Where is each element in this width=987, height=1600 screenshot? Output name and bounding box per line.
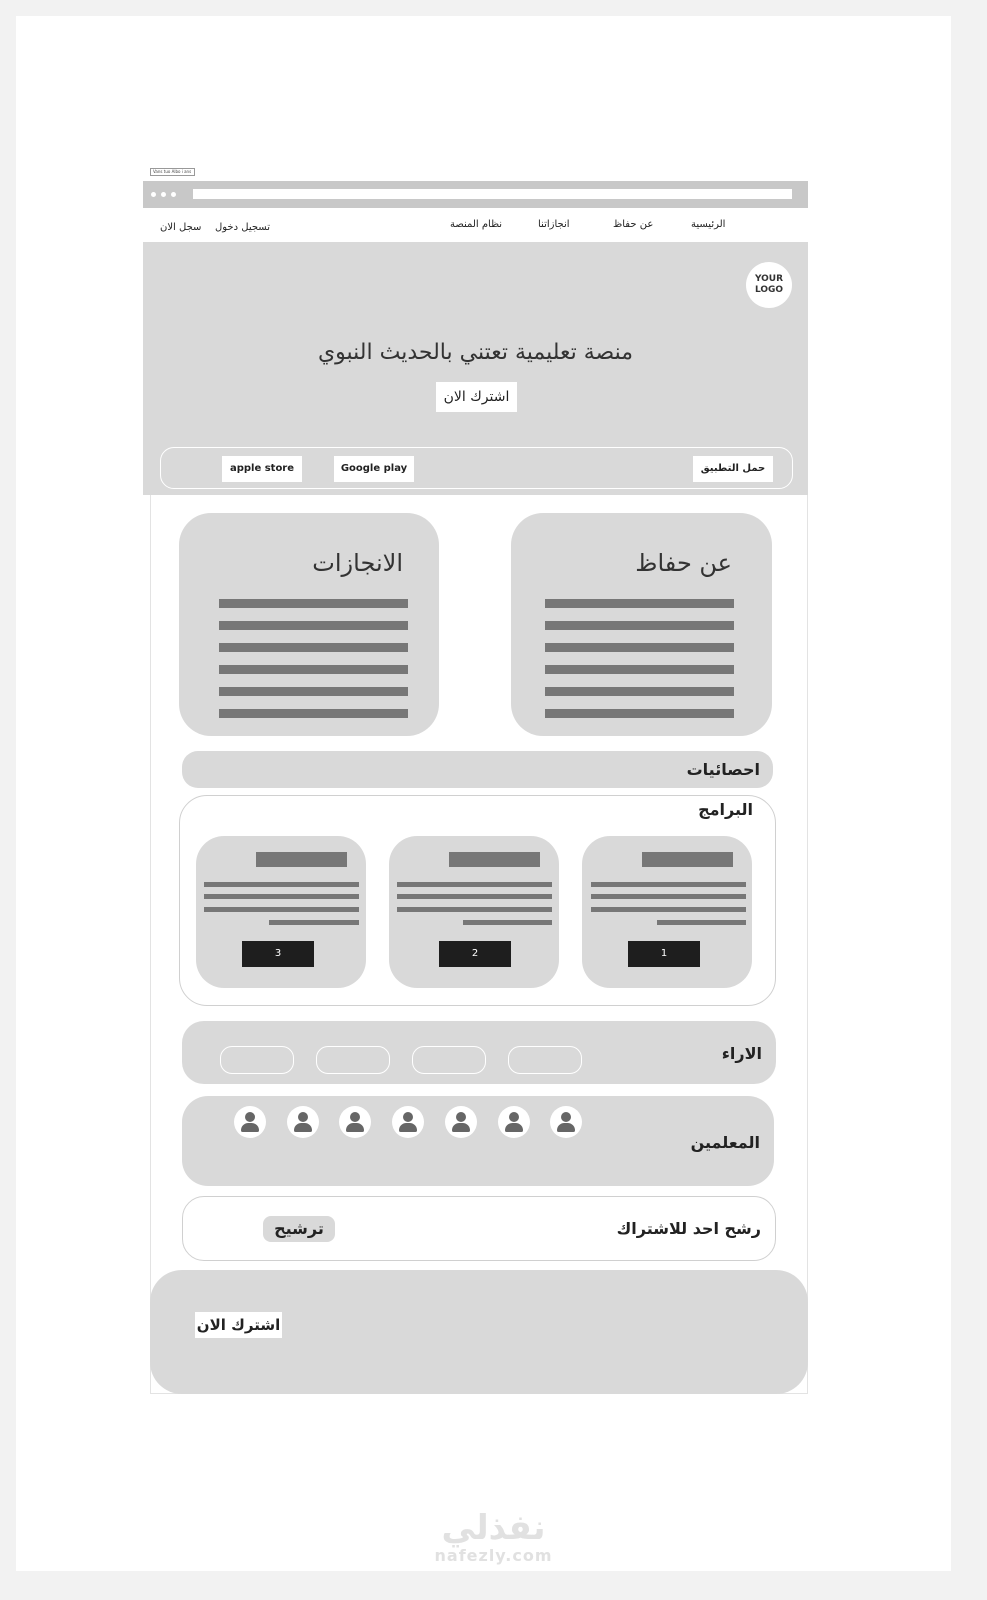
text-placeholder <box>397 894 552 899</box>
text-placeholder <box>219 709 408 718</box>
programs-section <box>179 795 776 1006</box>
nominate-button[interactable]: ترشيح <box>263 1216 335 1242</box>
window-dot-icon <box>151 192 156 197</box>
text-placeholder <box>545 599 734 608</box>
text-placeholder <box>204 894 359 899</box>
opinion-pill[interactable] <box>316 1046 390 1074</box>
window-dot-icon <box>171 192 176 197</box>
program-2-button[interactable]: 2 <box>439 941 511 967</box>
text-placeholder <box>219 643 408 652</box>
text-placeholder <box>545 665 734 674</box>
logo-text: LOGO <box>754 285 784 295</box>
teacher-avatar-icon[interactable] <box>392 1106 424 1138</box>
top-navbar <box>143 208 808 242</box>
text-placeholder <box>269 920 359 925</box>
about-card <box>511 513 772 736</box>
card-title: عن حفاظ <box>635 549 732 577</box>
hero-subscribe-button[interactable]: اشترك الان <box>436 382 517 412</box>
program-card <box>389 836 559 988</box>
text-placeholder <box>463 920 552 925</box>
program-title-placeholder <box>449 852 540 867</box>
login-link[interactable]: تسجيل دخول <box>215 222 270 233</box>
register-link[interactable]: سجل الان <box>160 222 202 233</box>
opinion-pill[interactable] <box>508 1046 582 1074</box>
text-placeholder <box>545 643 734 652</box>
teacher-avatar-icon[interactable] <box>339 1106 371 1138</box>
text-placeholder <box>204 907 359 912</box>
text-placeholder <box>397 907 552 912</box>
teachers-bar <box>182 1096 774 1186</box>
apple-store-button[interactable]: apple store <box>222 456 302 482</box>
logo[interactable] <box>746 262 792 308</box>
nav-link-about[interactable]: عن حفاظ <box>613 219 654 230</box>
program-3-button[interactable]: 3 <box>242 941 314 967</box>
card-title: الانجازات <box>312 549 403 577</box>
opinions-title: الاراء <box>721 1044 762 1063</box>
text-placeholder <box>219 665 408 674</box>
watermark-url: nafezly.com <box>434 1546 553 1565</box>
opinion-pill[interactable] <box>412 1046 486 1074</box>
text-placeholder <box>545 687 734 696</box>
opinions-bar <box>182 1021 776 1084</box>
watermark-logo: نفذلي <box>441 1508 546 1548</box>
browser-chrome <box>143 181 808 208</box>
opinion-pill[interactable] <box>220 1046 294 1074</box>
teacher-avatar-icon[interactable] <box>550 1106 582 1138</box>
text-placeholder <box>591 882 746 887</box>
text-placeholder <box>219 687 408 696</box>
footer-subscribe-button[interactable]: اشترك الان <box>195 1312 282 1338</box>
programs-title: البرامج <box>698 800 753 819</box>
hero-title: منصة تعليمية تعتني بالحديث النبوي <box>317 340 634 365</box>
text-placeholder <box>219 621 408 630</box>
app-download-bar <box>160 447 793 489</box>
text-placeholder <box>545 709 734 718</box>
address-bar[interactable] <box>193 189 792 199</box>
teacher-avatar-icon[interactable] <box>498 1106 530 1138</box>
nav-link-home[interactable]: الرئيسية <box>691 219 726 230</box>
statistics-bar <box>182 751 773 788</box>
download-app-label: حمل التطبيق <box>693 456 773 482</box>
nav-link-achievements[interactable]: انجازاتنا <box>538 219 570 230</box>
hero-section <box>143 242 808 495</box>
teacher-avatar-icon[interactable] <box>445 1106 477 1138</box>
teachers-title: المعلمين <box>690 1133 760 1152</box>
text-placeholder <box>591 907 746 912</box>
text-placeholder <box>204 882 359 887</box>
achievements-card <box>179 513 439 736</box>
program-title-placeholder <box>642 852 733 867</box>
google-play-button[interactable]: Google play <box>334 456 414 482</box>
teacher-avatar-icon[interactable] <box>234 1106 266 1138</box>
teacher-avatar-icon[interactable] <box>287 1106 319 1138</box>
text-placeholder <box>591 894 746 899</box>
nominate-section <box>182 1196 776 1261</box>
logo-text: YOUR <box>754 274 784 284</box>
program-card <box>196 836 366 988</box>
nav-link-system[interactable]: نظام المنصة <box>450 219 503 230</box>
text-placeholder <box>545 621 734 630</box>
program-title-placeholder <box>256 852 347 867</box>
text-placeholder <box>219 599 408 608</box>
window-dot-icon <box>161 192 166 197</box>
statistics-title: احصائيات <box>686 760 760 779</box>
text-placeholder <box>657 920 746 925</box>
frame-label: Vans tuo Albo i ans <box>150 168 195 176</box>
program-card <box>582 836 752 988</box>
nominate-title: رشح احد للاشتراك <box>616 1219 761 1238</box>
footer-section <box>150 1270 808 1394</box>
text-placeholder <box>397 882 552 887</box>
program-1-button[interactable]: 1 <box>628 941 700 967</box>
